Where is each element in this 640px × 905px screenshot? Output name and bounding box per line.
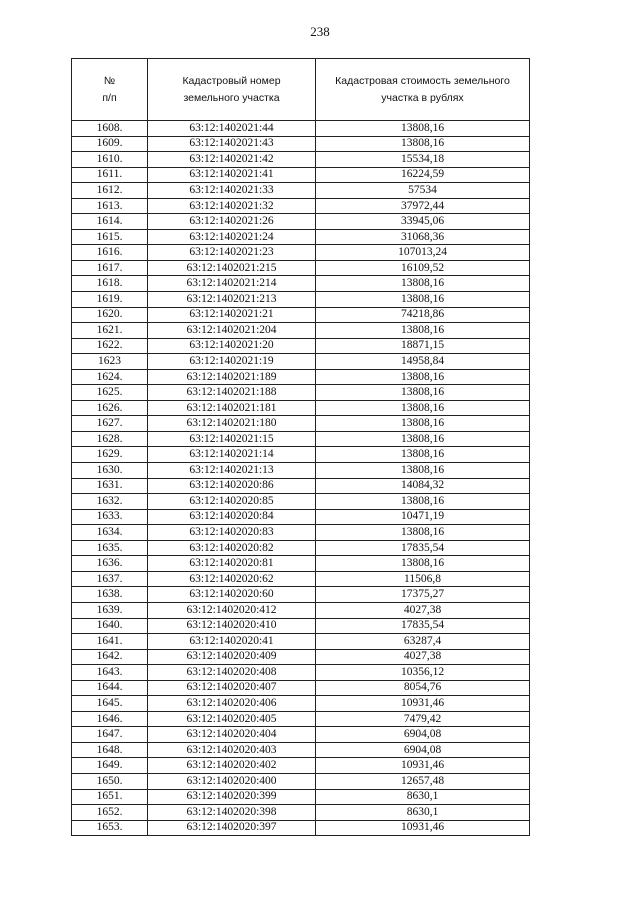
table-row <box>72 292 530 308</box>
row-number: 1635. <box>72 540 148 556</box>
cadastral-value: 37972,44 <box>316 198 530 214</box>
cadastral-number: 63:12:1402021:15 <box>148 431 316 447</box>
cadastral-number: 63:12:1402020:84 <box>148 509 316 525</box>
cadastral-value: 13808,16 <box>316 136 530 152</box>
table-row <box>72 152 530 168</box>
table-row <box>72 354 530 370</box>
table-row <box>72 727 530 743</box>
row-number: 1633. <box>72 509 148 525</box>
cadastral-number: 63:12:1402020:399 <box>148 789 316 805</box>
row-number: 1628. <box>72 431 148 447</box>
cadastral-value: 13808,16 <box>316 121 530 137</box>
cadastral-value: 16109,52 <box>316 260 530 276</box>
row-number: 1636. <box>72 556 148 572</box>
cadastral-number: 63:12:1402020:41 <box>148 634 316 650</box>
cadastral-number: 63:12:1402021:44 <box>148 121 316 137</box>
cadastral-number: 63:12:1402020:403 <box>148 742 316 758</box>
cadastral-number: 63:12:1402021:215 <box>148 260 316 276</box>
cadastral-number: 63:12:1402020:82 <box>148 540 316 556</box>
table-row <box>72 805 530 821</box>
row-number: 1620. <box>72 307 148 323</box>
row-number: 1626. <box>72 400 148 416</box>
table-row <box>72 136 530 152</box>
cadastral-value: 14084,32 <box>316 478 530 494</box>
table-row <box>72 229 530 245</box>
row-number: 1609. <box>72 136 148 152</box>
table-row <box>72 602 530 618</box>
row-number: 1653. <box>72 820 148 836</box>
table-row <box>72 820 530 836</box>
table-row <box>72 167 530 183</box>
table-row <box>72 307 530 323</box>
cadastral-number: 63:12:1402021:204 <box>148 323 316 339</box>
row-number: 1608. <box>72 121 148 137</box>
cadastral-value: 11506,8 <box>316 571 530 587</box>
cadastral-number: 63:12:1402020:409 <box>148 649 316 665</box>
cadastral-value: 13808,16 <box>316 400 530 416</box>
row-number: 1647. <box>72 727 148 743</box>
cadastral-number: 63:12:1402020:410 <box>148 618 316 634</box>
row-number: 1644. <box>72 680 148 696</box>
cadastral-value: 13808,16 <box>316 447 530 463</box>
cadastral-number: 63:12:1402021:14 <box>148 447 316 463</box>
cadastral-value: 15534,18 <box>316 152 530 168</box>
cadastral-number: 63:12:1402020:412 <box>148 602 316 618</box>
cadastral-number: 63:12:1402021:20 <box>148 338 316 354</box>
cadastral-number: 63:12:1402021:21 <box>148 307 316 323</box>
row-number: 1610. <box>72 152 148 168</box>
table-row <box>72 369 530 385</box>
table-row <box>72 525 530 541</box>
cadastral-value: 13808,16 <box>316 431 530 447</box>
cadastral-value: 14958,84 <box>316 354 530 370</box>
row-number: 1613. <box>72 198 148 214</box>
table-row <box>72 540 530 556</box>
cadastral-number: 63:12:1402020:404 <box>148 727 316 743</box>
row-number: 1629. <box>72 447 148 463</box>
row-number: 1617. <box>72 260 148 276</box>
row-number: 1652. <box>72 805 148 821</box>
table-body <box>72 121 530 836</box>
row-number: 1648. <box>72 742 148 758</box>
table-row <box>72 649 530 665</box>
cadastral-number: 63:12:1402020:408 <box>148 665 316 681</box>
row-number: 1624. <box>72 369 148 385</box>
cadastral-value: 10931,46 <box>316 696 530 712</box>
cadastral-value: 4027,38 <box>316 649 530 665</box>
cadastral-number: 63:12:1402020:406 <box>148 696 316 712</box>
table-row <box>72 789 530 805</box>
table-row <box>72 711 530 727</box>
row-number: 1637. <box>72 571 148 587</box>
cadastral-value: 6904,08 <box>316 742 530 758</box>
cadastral-number: 63:12:1402021:33 <box>148 183 316 199</box>
cadastral-number: 63:12:1402020:407 <box>148 680 316 696</box>
table-row <box>72 416 530 432</box>
cadastral-number: 63:12:1402021:43 <box>148 136 316 152</box>
table-row <box>72 276 530 292</box>
cadastral-number: 63:12:1402021:41 <box>148 167 316 183</box>
table-row <box>72 742 530 758</box>
row-number: 1646. <box>72 711 148 727</box>
cadastral-value: 16224,59 <box>316 167 530 183</box>
cadastral-value: 10356,12 <box>316 665 530 681</box>
table-row <box>72 198 530 214</box>
cadastral-number: 63:12:1402021:23 <box>148 245 316 261</box>
cadastral-number: 63:12:1402021:214 <box>148 276 316 292</box>
table-row <box>72 431 530 447</box>
table-row <box>72 665 530 681</box>
cadastral-value: 13808,16 <box>316 276 530 292</box>
cadastral-number: 63:12:1402020:397 <box>148 820 316 836</box>
row-number: 1650. <box>72 773 148 789</box>
cadastral-number: 63:12:1402020:81 <box>148 556 316 572</box>
table-row <box>72 245 530 261</box>
cadastral-number: 63:12:1402020:398 <box>148 805 316 821</box>
cadastral-value: 17835,54 <box>316 540 530 556</box>
cadastral-number: 63:12:1402021:24 <box>148 229 316 245</box>
cadastral-value: 8054,76 <box>316 680 530 696</box>
cadastral-number: 63:12:1402020:405 <box>148 711 316 727</box>
table-row <box>72 400 530 416</box>
cadastral-number: 63:12:1402020:62 <box>148 571 316 587</box>
table-row <box>72 183 530 199</box>
row-number: 1616. <box>72 245 148 261</box>
cadastral-value: 13808,16 <box>316 463 530 479</box>
cadastral-value: 13808,16 <box>316 385 530 401</box>
table-row <box>72 385 530 401</box>
cadastral-value: 4027,38 <box>316 602 530 618</box>
row-number: 1641. <box>72 634 148 650</box>
row-number: 1623 <box>72 354 148 370</box>
cadastral-number: 63:12:1402021:19 <box>148 354 316 370</box>
row-number: 1611. <box>72 167 148 183</box>
cadastral-value: 13808,16 <box>316 416 530 432</box>
cadastral-value: 6904,08 <box>316 727 530 743</box>
table-row <box>72 260 530 276</box>
row-number: 1618. <box>72 276 148 292</box>
cadastral-number: 63:12:1402021:26 <box>148 214 316 230</box>
cadastral-value: 33945,06 <box>316 214 530 230</box>
table-row <box>72 758 530 774</box>
cadastral-value: 107013,24 <box>316 245 530 261</box>
cadastral-number: 63:12:1402020:85 <box>148 494 316 510</box>
table-row <box>72 696 530 712</box>
table-row <box>72 773 530 789</box>
row-number: 1649. <box>72 758 148 774</box>
cadastral-number: 63:12:1402020:60 <box>148 587 316 603</box>
cadastral-number: 63:12:1402020:402 <box>148 758 316 774</box>
cadastral-value: 8630,1 <box>316 805 530 821</box>
row-number: 1638. <box>72 587 148 603</box>
row-number: 1639. <box>72 602 148 618</box>
table-header-row <box>72 59 530 121</box>
cadastral-value: 13808,16 <box>316 556 530 572</box>
table-row <box>72 634 530 650</box>
header-number: № п/п <box>72 59 148 121</box>
cadastral-value: 10931,46 <box>316 758 530 774</box>
table-row <box>72 556 530 572</box>
cadastral-value: 63287,4 <box>316 634 530 650</box>
row-number: 1630. <box>72 463 148 479</box>
cadastral-value: 13808,16 <box>316 525 530 541</box>
cadastral-value: 8630,1 <box>316 789 530 805</box>
cadastral-value: 74218,86 <box>316 307 530 323</box>
table-row <box>72 338 530 354</box>
row-number: 1642. <box>72 649 148 665</box>
row-number: 1645. <box>72 696 148 712</box>
row-number: 1625. <box>72 385 148 401</box>
cadastral-value: 17835,54 <box>316 618 530 634</box>
cadastral-table <box>71 58 530 836</box>
cadastral-value: 13808,16 <box>316 369 530 385</box>
row-number: 1634. <box>72 525 148 541</box>
cadastral-value: 18871,15 <box>316 338 530 354</box>
cadastral-number: 63:12:1402021:181 <box>148 400 316 416</box>
cadastral-number: 63:12:1402021:189 <box>148 369 316 385</box>
table-row <box>72 478 530 494</box>
cadastral-value: 31068,36 <box>316 229 530 245</box>
row-number: 1627. <box>72 416 148 432</box>
row-number: 1615. <box>72 229 148 245</box>
table-row <box>72 214 530 230</box>
table-row <box>72 571 530 587</box>
cadastral-value: 10471,19 <box>316 509 530 525</box>
cadastral-number: 63:12:1402020:83 <box>148 525 316 541</box>
cadastral-value: 10931,46 <box>316 820 530 836</box>
table-row <box>72 447 530 463</box>
header-cadastral-number: Кадастровый номер земельного участка <box>148 59 316 121</box>
cadastral-number: 63:12:1402020:86 <box>148 478 316 494</box>
cadastral-number: 63:12:1402021:188 <box>148 385 316 401</box>
row-number: 1651. <box>72 789 148 805</box>
cadastral-number: 63:12:1402020:400 <box>148 773 316 789</box>
row-number: 1612. <box>72 183 148 199</box>
table-row <box>72 509 530 525</box>
row-number: 1631. <box>72 478 148 494</box>
table-row <box>72 323 530 339</box>
table-row <box>72 494 530 510</box>
table-row <box>72 121 530 137</box>
cadastral-value: 12657,48 <box>316 773 530 789</box>
cadastral-number: 63:12:1402021:180 <box>148 416 316 432</box>
cadastral-value: 13808,16 <box>316 494 530 510</box>
row-number: 1621. <box>72 323 148 339</box>
cadastral-number: 63:12:1402021:13 <box>148 463 316 479</box>
cadastral-number: 63:12:1402021:213 <box>148 292 316 308</box>
page-number: 238 <box>310 24 330 39</box>
row-number: 1614. <box>72 214 148 230</box>
cadastral-value: 17375,27 <box>316 587 530 603</box>
row-number: 1619. <box>72 292 148 308</box>
row-number: 1640. <box>72 618 148 634</box>
cadastral-value: 13808,16 <box>316 292 530 308</box>
cadastral-value: 57534 <box>316 183 530 199</box>
row-number: 1632. <box>72 494 148 510</box>
table-row <box>72 680 530 696</box>
table-row <box>72 587 530 603</box>
table-row <box>72 463 530 479</box>
cadastral-value: 13808,16 <box>316 323 530 339</box>
row-number: 1622. <box>72 338 148 354</box>
cadastral-value: 7479,42 <box>316 711 530 727</box>
cadastral-number: 63:12:1402021:42 <box>148 152 316 168</box>
row-number: 1643. <box>72 665 148 681</box>
cadastral-number: 63:12:1402021:32 <box>148 198 316 214</box>
table-row <box>72 618 530 634</box>
header-cadastral-value: Кадастровая стоимость земельного участка в рублях <box>316 59 530 121</box>
